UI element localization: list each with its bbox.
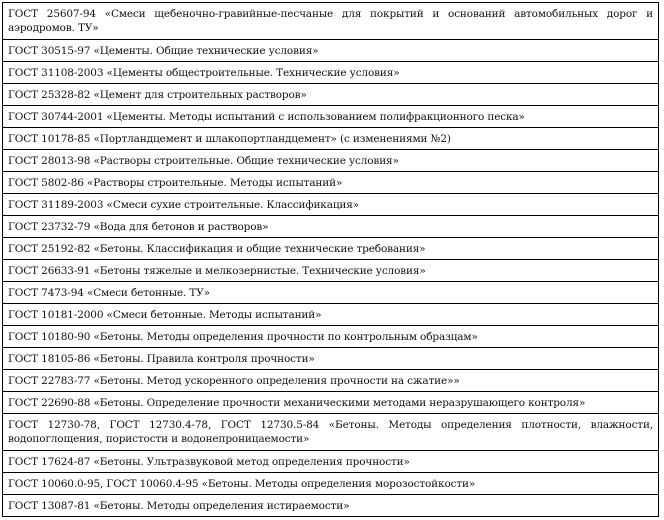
standard-cell: ГОСТ 10060.0-95, ГОСТ 10060.4-95 «Бетоны. Методы определения морозостойкости» (3, 473, 659, 495)
table-row (3, 106, 659, 128)
standard-cell: ГОСТ 7473-94 «Смеси бетонные. ТУ» (3, 282, 659, 304)
standard-cell: ГОСТ 25192-82 «Бетоны. Классификация и общие технические требования» (3, 238, 659, 260)
table-row (3, 473, 659, 495)
standards-table (2, 2, 659, 517)
standard-cell: ГОСТ 18105-86 «Бетоны. Правила контроля прочности» (3, 348, 659, 370)
standard-text: ГОСТ 12730-78, ГОСТ 12730.4-78, ГОСТ 12730.5-84 «Бетоны. Методы определения плотности, влажности, водопоглощения, пористости и водонепроницаемости» (8, 419, 653, 445)
table-row (3, 348, 659, 370)
standard-cell: ГОСТ 31108-2003 «Цементы общестроительные. Технические условия» (3, 62, 659, 84)
table-row (3, 194, 659, 216)
table-row (3, 370, 659, 392)
standard-cell: ГОСТ 30744-2001 «Цементы. Методы испытаний с использованием полифракционного песка» (3, 106, 659, 128)
standard-cell: ГОСТ 10180-90 «Бетоны. Методы определения прочности по контрольным образцам» (3, 326, 659, 348)
table-row (3, 260, 659, 282)
standard-cell: ГОСТ 5802-86 «Растворы строительные. Методы испытаний» (3, 172, 659, 194)
standard-cell: ГОСТ 10181-2000 «Смеси бетонные. Методы испытаний» (3, 304, 659, 326)
standard-cell: ГОСТ 17624-87 «Бетоны. Ультразвуковой метод определения прочности» (3, 451, 659, 473)
table-row (3, 238, 659, 260)
standard-cell: ГОСТ 25328-82 «Цемент для строительных растворов» (3, 84, 659, 106)
standard-cell: ГОСТ 30515-97 «Цементы. Общие технические условия» (3, 40, 659, 62)
table-row (3, 495, 659, 517)
standard-cell: ГОСТ 23732-79 «Вода для бетонов и растворов» (3, 216, 659, 238)
table-row (3, 62, 659, 84)
table-row (3, 128, 659, 150)
table-row (3, 150, 659, 172)
standard-cell: ГОСТ 13087-81 «Бетоны. Методы определения истираемости» (3, 495, 659, 517)
standard-text: ГОСТ 25607-94 «Смеси щебеночно-гравийные-песчаные для покрытий и оснований автомобильных дорог и аэродромов. ТУ» (8, 8, 653, 34)
standard-cell: ГОСТ 26633-91 «Бетоны тяжелые и мелкозернистые. Технические условия» (3, 260, 659, 282)
standard-cell: ГОСТ 22783-77 «Бетоны. Метод ускоренного определения прочности на сжатие»» (3, 370, 659, 392)
table-row (3, 40, 659, 62)
standard-cell: ГОСТ 31189-2003 «Смеси сухие строительные. Классификация» (3, 194, 659, 216)
standard-cell (3, 3, 659, 40)
standard-cell: ГОСТ 28013-98 «Растворы строительные. Общие технические условия» (3, 150, 659, 172)
standard-cell: ГОСТ 22690-88 «Бетоны. Определение прочности механическими методами неразрушающего контроля» (3, 392, 659, 414)
table-row (3, 172, 659, 194)
standard-cell (3, 414, 659, 451)
table-row (3, 414, 659, 451)
standard-cell: ГОСТ 10178-85 «Портландцемент и шлакопортландцемент» (с изменениями №2) (3, 128, 659, 150)
table-row (3, 3, 659, 40)
table-row (3, 326, 659, 348)
table-row (3, 304, 659, 326)
table-row (3, 84, 659, 106)
table-row (3, 392, 659, 414)
table-row (3, 451, 659, 473)
table-row (3, 282, 659, 304)
table-row (3, 216, 659, 238)
